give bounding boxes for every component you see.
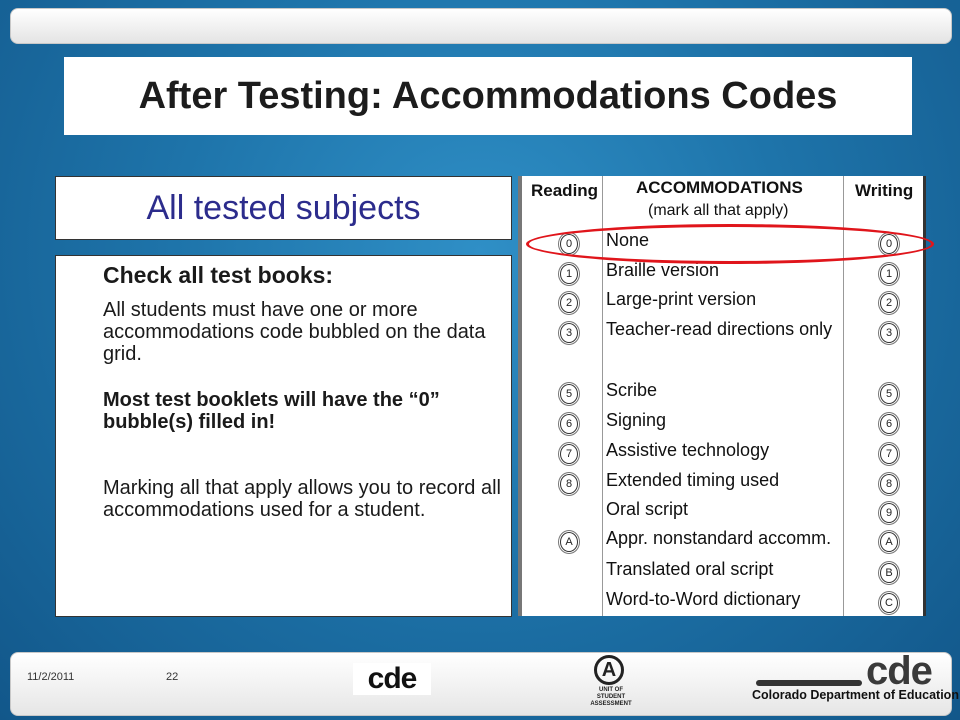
writing-bubble: B — [880, 563, 898, 583]
cde-logo-main: cde — [866, 649, 932, 693]
writing-bubble: A — [880, 532, 898, 552]
content-heading: Check all test books: — [103, 262, 334, 288]
writing-bubble: 7 — [880, 444, 898, 464]
accommodation-label: Scribe — [606, 380, 658, 400]
highlight-ellipse — [526, 224, 934, 264]
cde-logo-swoosh — [756, 680, 862, 686]
writing-bubble: 5 — [880, 384, 898, 404]
reading-bubble: 8 — [560, 474, 578, 494]
reading-bubble: 2 — [560, 293, 578, 313]
writing-bubble: 3 — [880, 323, 898, 343]
reading-column-header: Reading — [531, 181, 599, 200]
reading-bubble: 1 — [560, 264, 578, 284]
writing-bubble: 6 — [880, 414, 898, 434]
top-banner — [10, 8, 952, 44]
reading-bubble: 5 — [560, 384, 578, 404]
reading-bubble: 3 — [560, 323, 578, 343]
page-number: 22 — [166, 671, 179, 683]
writing-bubble: 9 — [880, 503, 898, 523]
subject-label: All tested subjects — [146, 188, 421, 227]
accommodation-label: Translated oral script — [606, 559, 774, 579]
usa-logo-text: UNIT OF STUDENT ASSESSMENT — [590, 687, 632, 707]
form-left-border — [518, 176, 522, 616]
paragraph-most-booklets: Most test booklets will have the “0” bubble(s) filled in! — [103, 389, 440, 433]
writing-column-header: Writing — [855, 181, 914, 200]
content-box — [55, 255, 512, 617]
accommodation-label: Extended timing used — [606, 470, 780, 490]
accommodation-label: Signing — [606, 410, 667, 430]
paragraph-mark-all: Marking all that apply allows you to record all accommodations used for a student. — [103, 477, 501, 521]
writing-bubble: 8 — [880, 474, 898, 494]
slide-title: After Testing: Accommodations Codes — [138, 74, 838, 117]
title-box — [64, 57, 912, 135]
accommodation-label: Assistive technology — [606, 440, 770, 460]
reading-bubble: 7 — [560, 444, 578, 464]
cde-organization-name: Colorado Department of Education — [752, 688, 959, 702]
accommodation-label: Word-to-Word dictionary — [606, 589, 801, 609]
accommodation-label: Oral script — [606, 499, 689, 519]
accommodation-label: Teacher-read directions only — [606, 319, 833, 339]
reading-bubble: 0 — [560, 234, 578, 254]
subject-box — [55, 176, 512, 240]
accommodations-subtitle: (mark all that apply) — [648, 202, 789, 219]
accommodation-label: Large-print version — [606, 289, 757, 309]
unit-of-student-assessment-logo — [585, 655, 637, 707]
usa-logo-letter: A — [594, 655, 624, 685]
footer-date: 11/2/2011 — [27, 671, 75, 683]
writing-bubble: 0 — [880, 234, 898, 254]
accommodations-column-header: ACCOMMODATIONS — [636, 178, 803, 197]
reading-bubble: 6 — [560, 414, 578, 434]
cde-logo-small: cde — [353, 663, 431, 695]
reading-bubble: A — [560, 532, 578, 552]
accommodation-label: None — [606, 230, 650, 250]
writing-bubble: 1 — [880, 264, 898, 284]
writing-bubble: 2 — [880, 293, 898, 313]
accommodation-label: Appr. nonstandard accomm. — [606, 528, 832, 548]
writing-bubble: C — [880, 593, 898, 613]
accommodation-label: Braille version — [606, 260, 720, 280]
paragraph-requirement: All students must have one or more accommodations code bubbled on the data grid. — [103, 299, 486, 365]
